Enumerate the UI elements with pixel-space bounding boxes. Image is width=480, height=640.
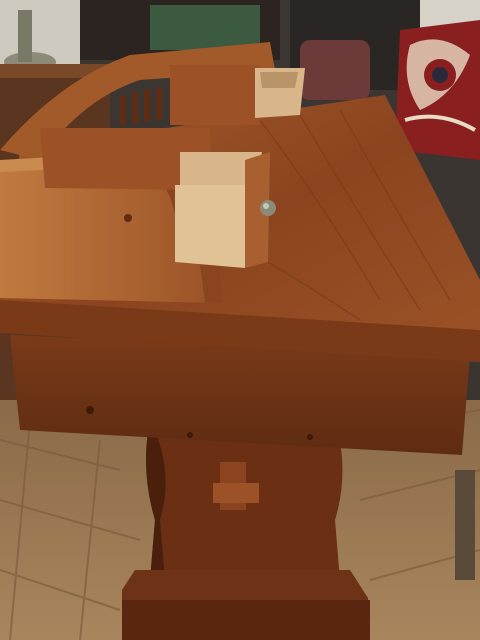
chair-leg — [455, 470, 475, 580]
upper-cubby — [170, 65, 260, 125]
upper-drawer-inside — [260, 72, 298, 88]
trestle-peg-cap — [213, 483, 259, 503]
trestle-foot-edge — [122, 600, 370, 640]
paisley-rug — [395, 20, 480, 160]
open-drawer[interactable] — [175, 152, 276, 268]
drawer-knob-highlight — [263, 203, 269, 209]
open-drawer-side — [175, 185, 245, 268]
red-chair — [300, 40, 370, 100]
lamp-stem — [18, 10, 32, 62]
panel-knot — [124, 214, 132, 222]
green-panel — [150, 5, 260, 50]
